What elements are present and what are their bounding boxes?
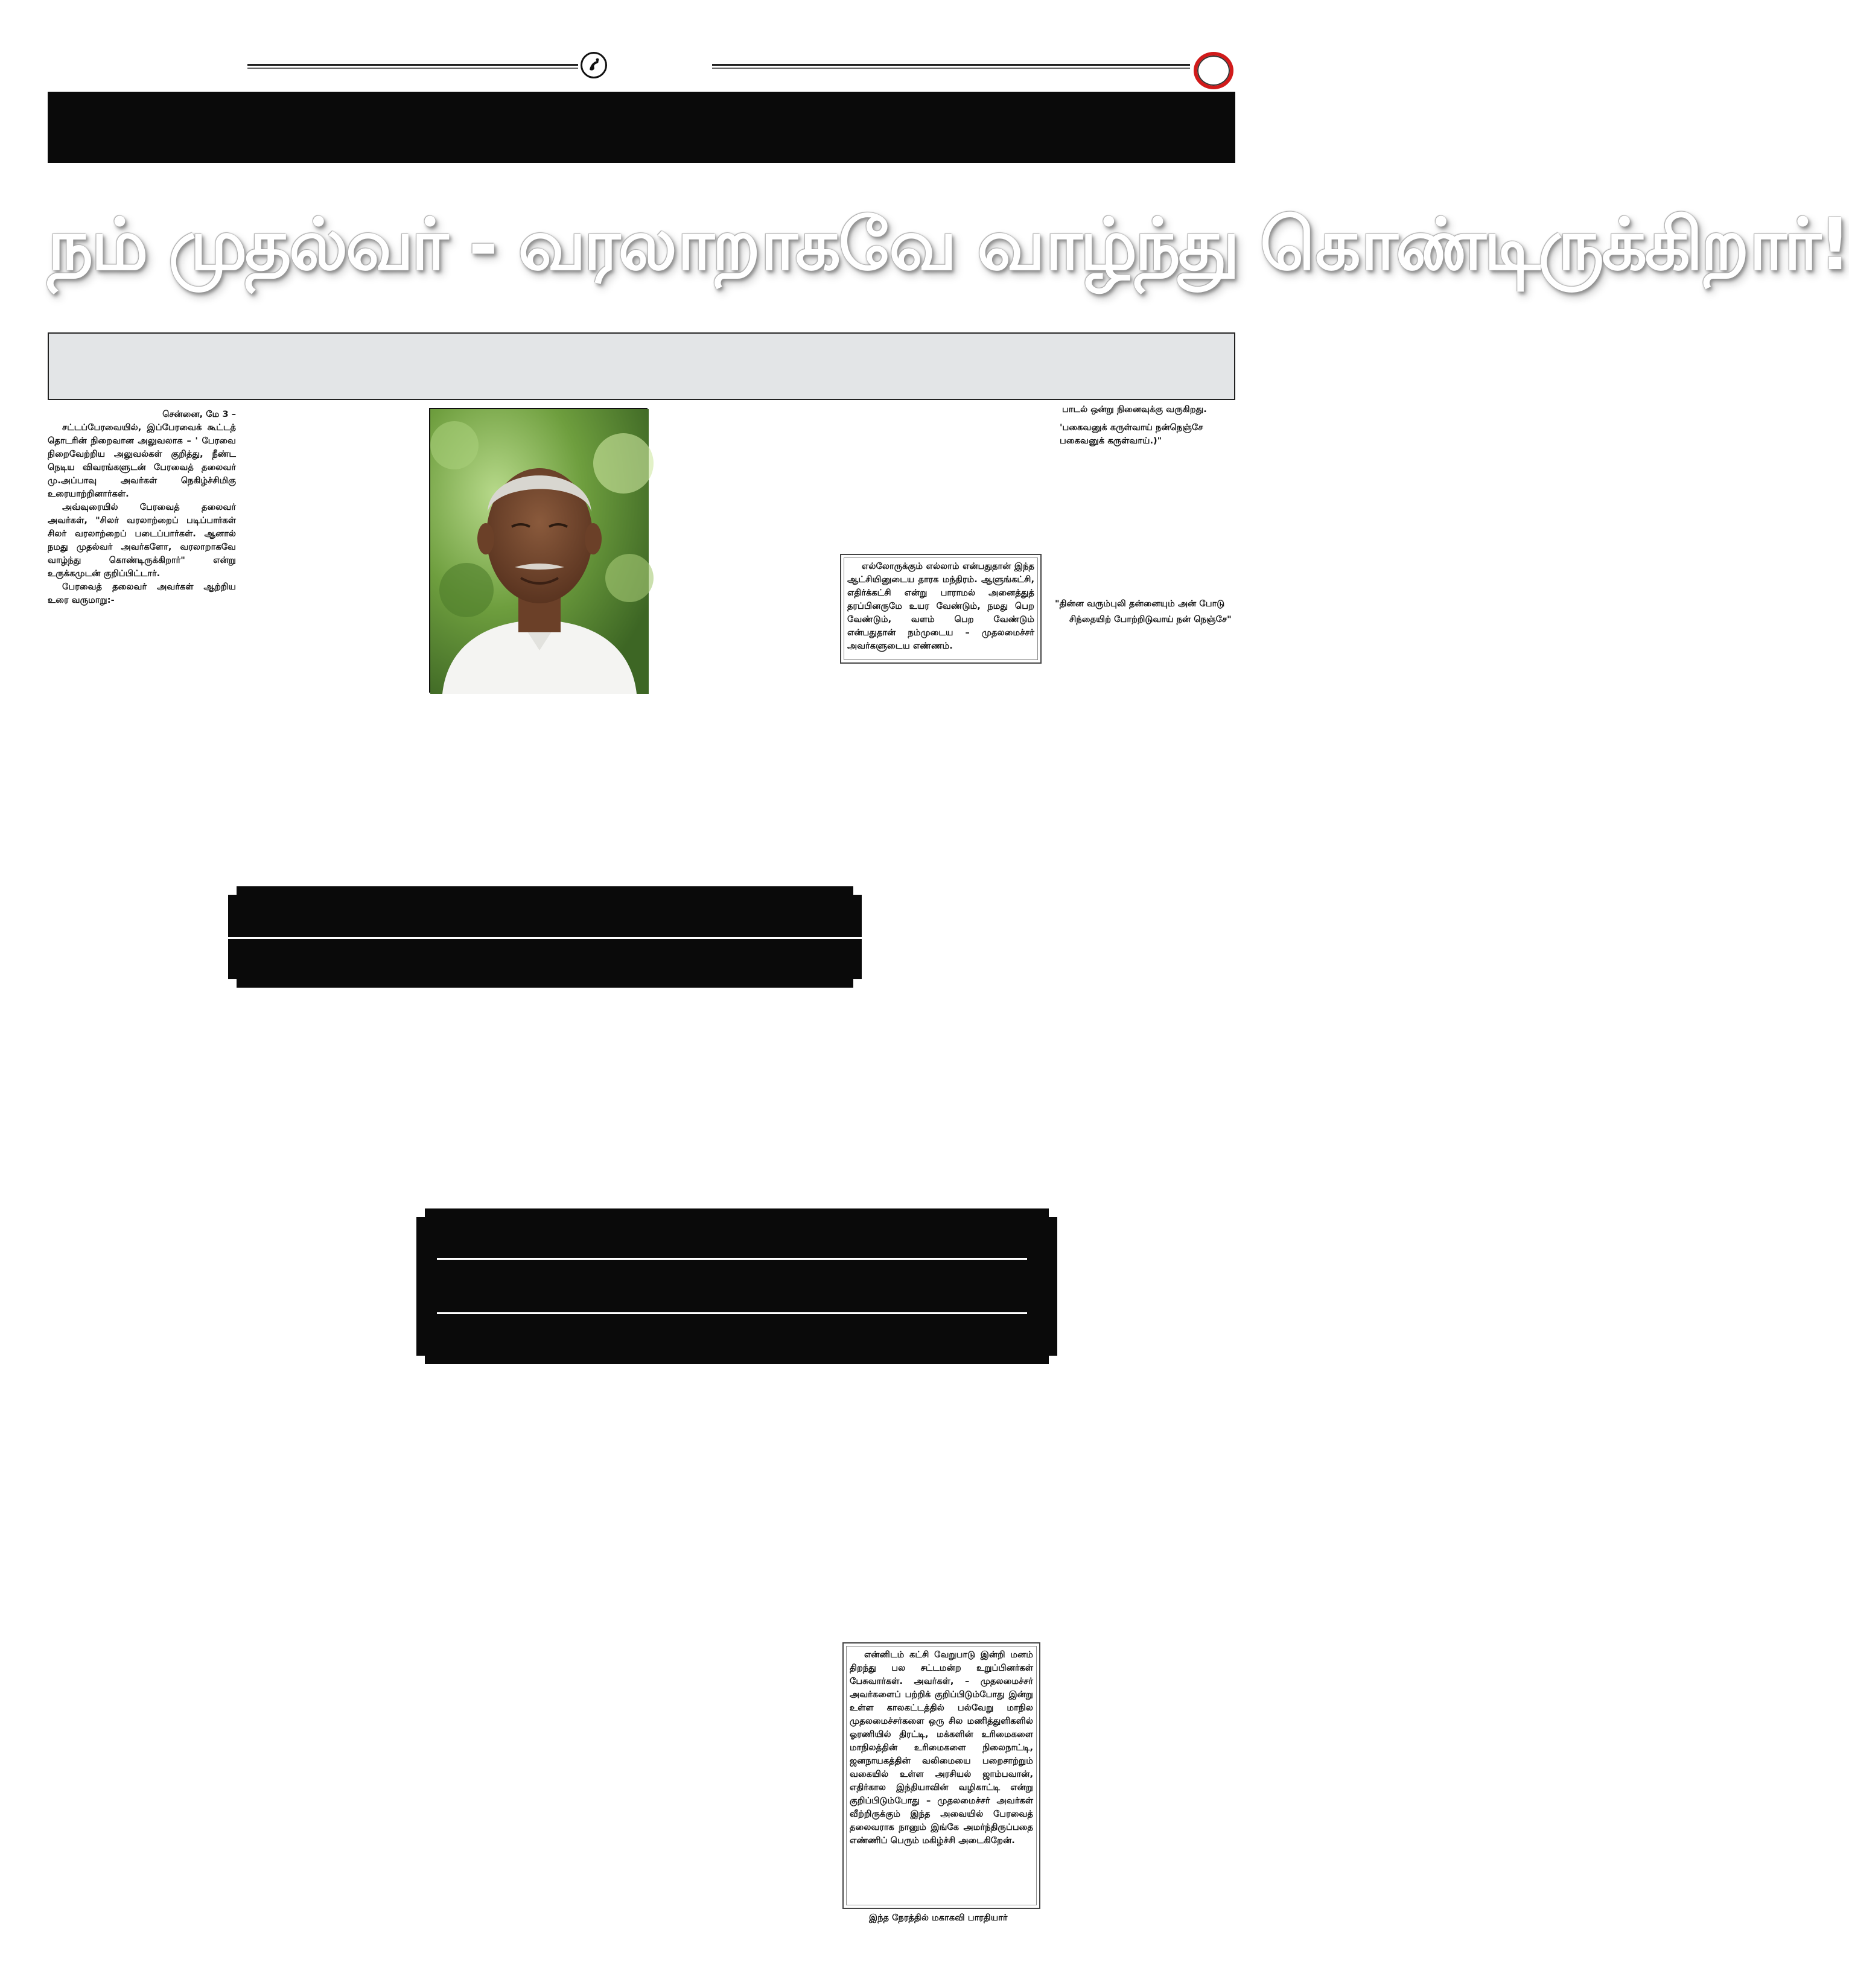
article-column-left: [48, 408, 236, 607]
grey-subheading-bar: [48, 332, 1235, 400]
article-column-right: [1048, 403, 1235, 448]
black-callout-box-2: [416, 1208, 1057, 1364]
poem-line: சிந்தையிற் போற்றிடுவாய் நன் நெஞ்சே": [1069, 614, 1232, 624]
poem-quote: 'பகைவனுக் கருள்வாய் நன்நெஞ்சே பகைவனுக் கருள்வாய்.)": [1060, 422, 1203, 446]
masthead-rule-right: [712, 64, 1190, 69]
pull-quote-box: [842, 1642, 1040, 1909]
article-paragraph: பாடல் ஒன்று நினைவுக்கு வருகிறது.: [1062, 404, 1207, 414]
pull-quote-text: எல்லோருக்கும் எல்லாம் என்பதுதான் இந்த ஆட்சியினுடைய தாரக மந்திரம். ஆளுங்கட்சி, எதிர்க்கட்சி என்று பாராமல் அனைத்துத் தரப்பினருமே உயர வேண்டும், நமது பெற வேண்டும், வளம் பெற வேண்டும் என்பதுதான் நம்முடைய – முதலமைச்சர் அவர்களுடைய எண்ணம்.: [847, 561, 1034, 651]
dancer-emblem-icon: [585, 56, 603, 74]
top-black-banner: [48, 92, 1235, 163]
callout-divider: [228, 937, 862, 939]
pull-quote-box: [840, 554, 1042, 664]
portrait-image: [430, 409, 649, 694]
article-paragraph: பேரவைத் தலைவர் அவர்கள் ஆற்றிய உரை வருமாறு:-: [48, 582, 236, 605]
page-marker-circle: [1194, 52, 1233, 89]
speaker-portrait-photo: [429, 408, 648, 693]
page-headline: நம் முதல்வர் - வரலாறாகவே வாழ்ந்து கொண்டிருக்கிறார்!: [48, 203, 1849, 286]
masthead-emblem: [581, 52, 607, 78]
article-dateline: சென்னை, மே 3 –: [162, 409, 236, 419]
article-closing-line: இந்த நேரத்தில் மகாகவி பாரதியார்: [869, 1913, 1008, 1923]
pull-quote-text: என்னிடம் கட்சி வேறுபாடு இன்றி மனம் திறந்து பல சட்டமன்ற உறுப்பினர்கள் பேசுவார்கள். அவர்கள், – முதலமைச்சர் அவர்களைப் பற்றிக் குறிப்பிடும்போது இன்று உள்ள காலகட்டத்தில் பல்வேறு மாநில முதலமைச்சர்களை ஒரு சில மணித்துளிகளில் ஓரணியில் திரட்டி, மக்களின் உரிமைகளை மாநிலத்தின் உரிமைகளை நிலைநாட்டி, ஜனநாயகத்தின் வலிமையை பறைசாற்றும் வகையில் உள்ள அரசியல் ஜாம்பவான், எதிர்கால இந்தியாவின் வழிகாட்டி என்று குறிப்பிடும்போது – முதலமைச்சர் அவர்கள் வீற்றிருக்கும் இந்த அவையில் பேரவைத் தலைவராக நானும் இங்கே அமர்ந்திருப்பதை எண்ணிப் பெரும் மகிழ்ச்சி அடைகிறேன்.: [850, 1650, 1033, 1846]
poem-lines: [1055, 597, 1235, 626]
black-callout-box-1: [228, 886, 862, 988]
masthead-rule-left: [247, 64, 578, 69]
article-paragraph: அவ்வுரையில் பேரவைத் தலைவர் அவர்கள், "சிலர் வரலாற்றைப் படிப்பார்கள் சிலர் வரலாற்றைப் படைப்பார்கள். ஆனால் நமது முதல்வர் அவர்களோ, வரலாறாகவே வாழ்ந்து கொண்டிருக்கிறார்" என்று உருக்கமுடன் குறிப்பிட்டார்.: [48, 502, 236, 579]
callout-divider: [437, 1312, 1027, 1314]
poem-line: "தின்ன வரும்புலி தன்னையும் அன் போடு: [1055, 599, 1225, 609]
article-paragraph: சட்டப்பேரவையில், இப்பேரவைக் கூட்டத் தொடரின் நிறைவான அலுவலாக – ' பேரவை நிறைவேற்றிய அலுவல்கள் குறித்து, நீண்ட நெடிய விவரங்களுடன் பேரவைத் தலைவர் மு.அப்பாவு அவர்கள் நெகிழ்ச்சிமிகு உரையாற்றினார்கள்.: [48, 422, 236, 499]
callout-divider: [437, 1258, 1027, 1260]
